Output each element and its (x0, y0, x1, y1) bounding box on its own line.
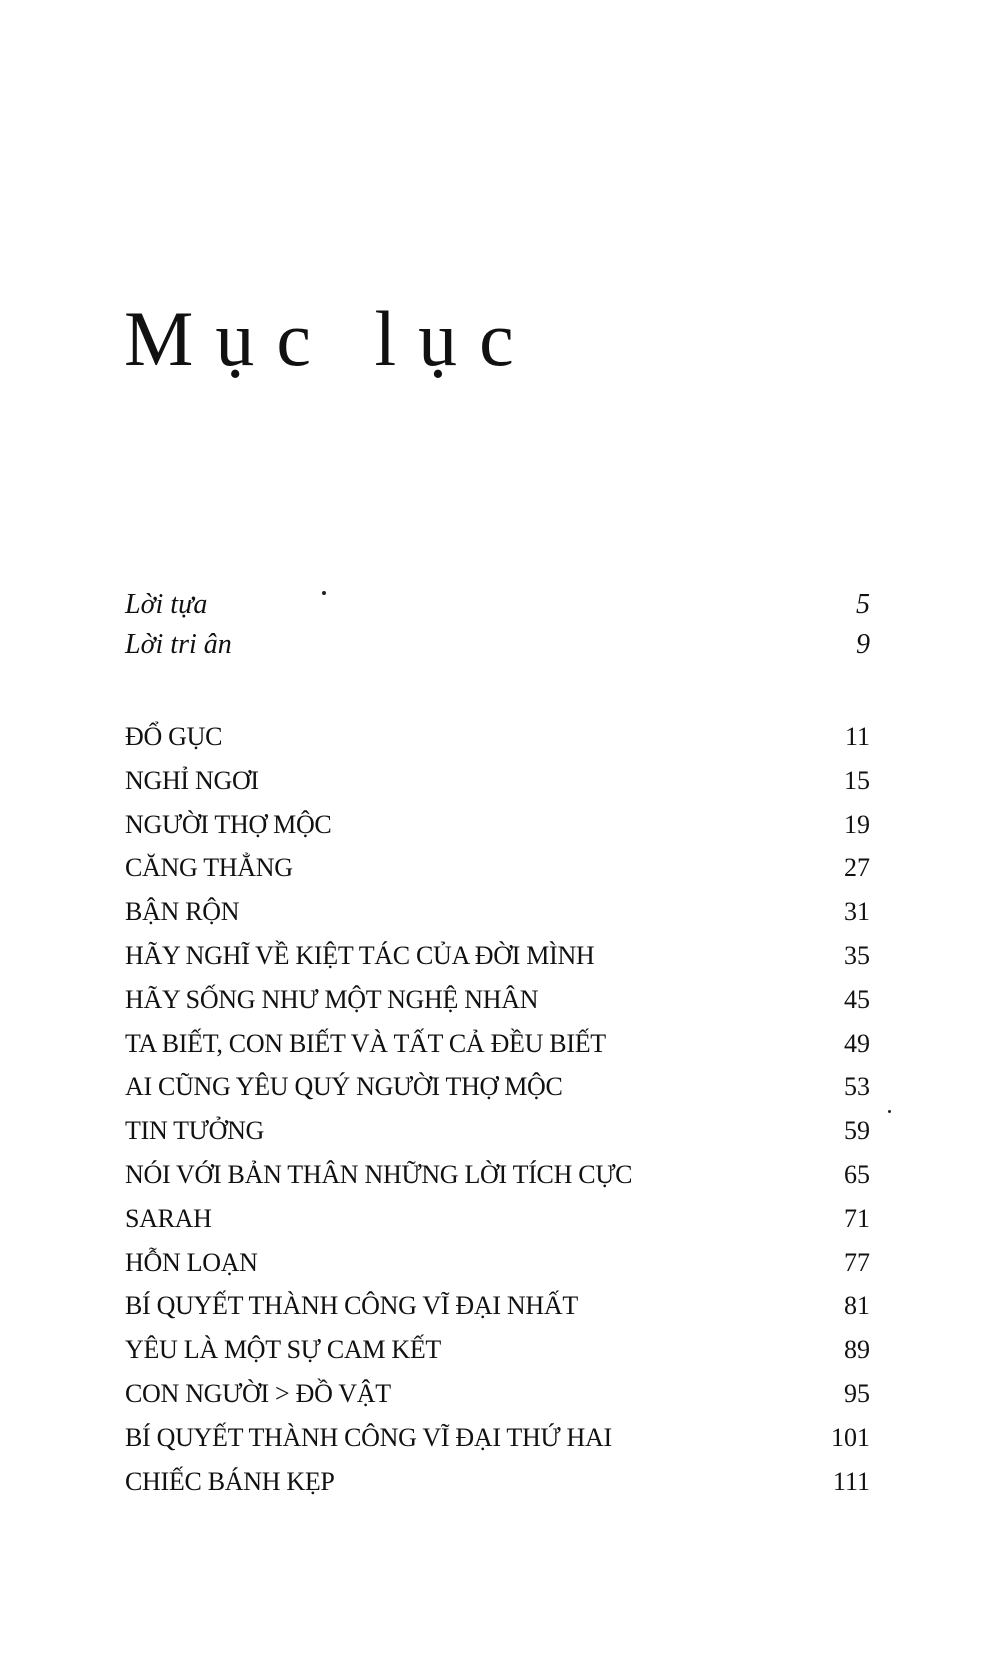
toc-entry (125, 978, 870, 1022)
toc-entry-title: Lời tri ân (125, 629, 232, 660)
scan-speck (888, 1110, 891, 1113)
toc-entry-title: CĂNG THẲNG (125, 853, 293, 883)
front-matter-list (125, 585, 870, 665)
toc-entry (125, 1197, 870, 1241)
toc-entry-title: HỖN LOẠN (125, 1247, 258, 1277)
toc-entry-page-number: 65 (844, 1159, 870, 1189)
toc-entry-title: ĐỔ GỤC (125, 722, 223, 751)
toc-entry-title: HÃY NGHĨ VỀ KIỆT TÁC CỦA ĐỜI MÌNH (125, 940, 595, 970)
toc-entry-title: CON NGƯỜI > ĐỒ VẬT (125, 1378, 391, 1408)
toc-entry (125, 625, 870, 665)
toc-entry (125, 585, 870, 625)
toc-entry-page-number: 31 (844, 897, 870, 927)
toc-entry-page-number: 27 (844, 853, 870, 883)
toc-entry-page-number: 89 (844, 1335, 870, 1365)
toc-entry-title: NÓI VỚI BẢN THÂN NHỮNG LỜI TÍCH CỰC (125, 1159, 633, 1189)
toc-entry (125, 1022, 870, 1066)
toc-entry (125, 890, 870, 934)
toc-entry (125, 1328, 870, 1372)
toc-entry-page-number: 111 (832, 1466, 870, 1496)
toc-entry-page-number: 15 (844, 765, 870, 795)
toc-entry (125, 1284, 870, 1328)
toc-entry (125, 1109, 870, 1153)
toc-entry-title: BẬN RỘN (125, 897, 240, 927)
chapter-list (125, 715, 870, 1503)
page-title: Mục lục (124, 295, 536, 382)
toc-entry-title: HÃY SỐNG NHƯ MỘT NGHỆ NHÂN (125, 984, 539, 1014)
toc-entry (125, 1460, 870, 1504)
toc-entry-title: SARAH (125, 1203, 212, 1233)
toc-entry-title: Lời tựa (125, 589, 208, 620)
toc-entry (125, 1372, 870, 1416)
toc-entry (125, 1153, 870, 1197)
toc-entry-page-number: 59 (844, 1116, 870, 1146)
toc-entry (125, 715, 870, 759)
toc-entry-page-number: 101 (831, 1422, 870, 1452)
toc-entry-title: NGHỈ NGƠI (125, 765, 259, 795)
toc-entry (125, 846, 870, 890)
toc-entry-page-number: 9 (856, 629, 870, 660)
toc-entry-page-number: 77 (844, 1247, 870, 1277)
toc-entry (125, 1065, 870, 1109)
toc-entry (125, 759, 870, 803)
toc-entry-page-number: 95 (844, 1378, 870, 1408)
toc-entry-title: CHIẾC BÁNH KẸP (125, 1466, 335, 1496)
scan-speck (322, 591, 326, 595)
toc-entry-page-number: 53 (844, 1072, 870, 1102)
toc-entry-page-number: 81 (844, 1291, 870, 1321)
toc-entry-title: YÊU LÀ MỘT SỰ CAM KẾT (125, 1335, 442, 1365)
toc-entry-page-number: 11 (844, 722, 870, 751)
toc-entry-title: AI CŨNG YÊU QUÝ NGƯỜI THỢ MỘC (125, 1072, 563, 1102)
toc-entry-page-number: 49 (844, 1028, 870, 1058)
toc-entry-title: NGƯỜI THỢ MỘC (125, 809, 332, 839)
toc-entry-title: TA BIẾT, CON BIẾT VÀ TẤT CẢ ĐỀU BIẾT (125, 1028, 606, 1058)
toc-entry-page-number: 45 (844, 984, 870, 1014)
toc-entry-title: BÍ QUYẾT THÀNH CÔNG VĨ ĐẠI THỨ HAI (125, 1422, 612, 1452)
toc-entry-page-number: 35 (844, 940, 870, 970)
toc-entry (125, 1241, 870, 1285)
toc-entry (125, 934, 870, 978)
toc-entry-page-number: 71 (844, 1203, 870, 1233)
toc-entry-title: TIN TƯỞNG (125, 1116, 265, 1146)
toc-entry (125, 803, 870, 847)
toc-entry-title: BÍ QUYẾT THÀNH CÔNG VĨ ĐẠI NHẤT (125, 1291, 578, 1321)
toc-entry-page-number: 5 (856, 589, 870, 620)
toc-entry-page-number: 19 (844, 809, 870, 839)
toc-entry (125, 1416, 870, 1460)
